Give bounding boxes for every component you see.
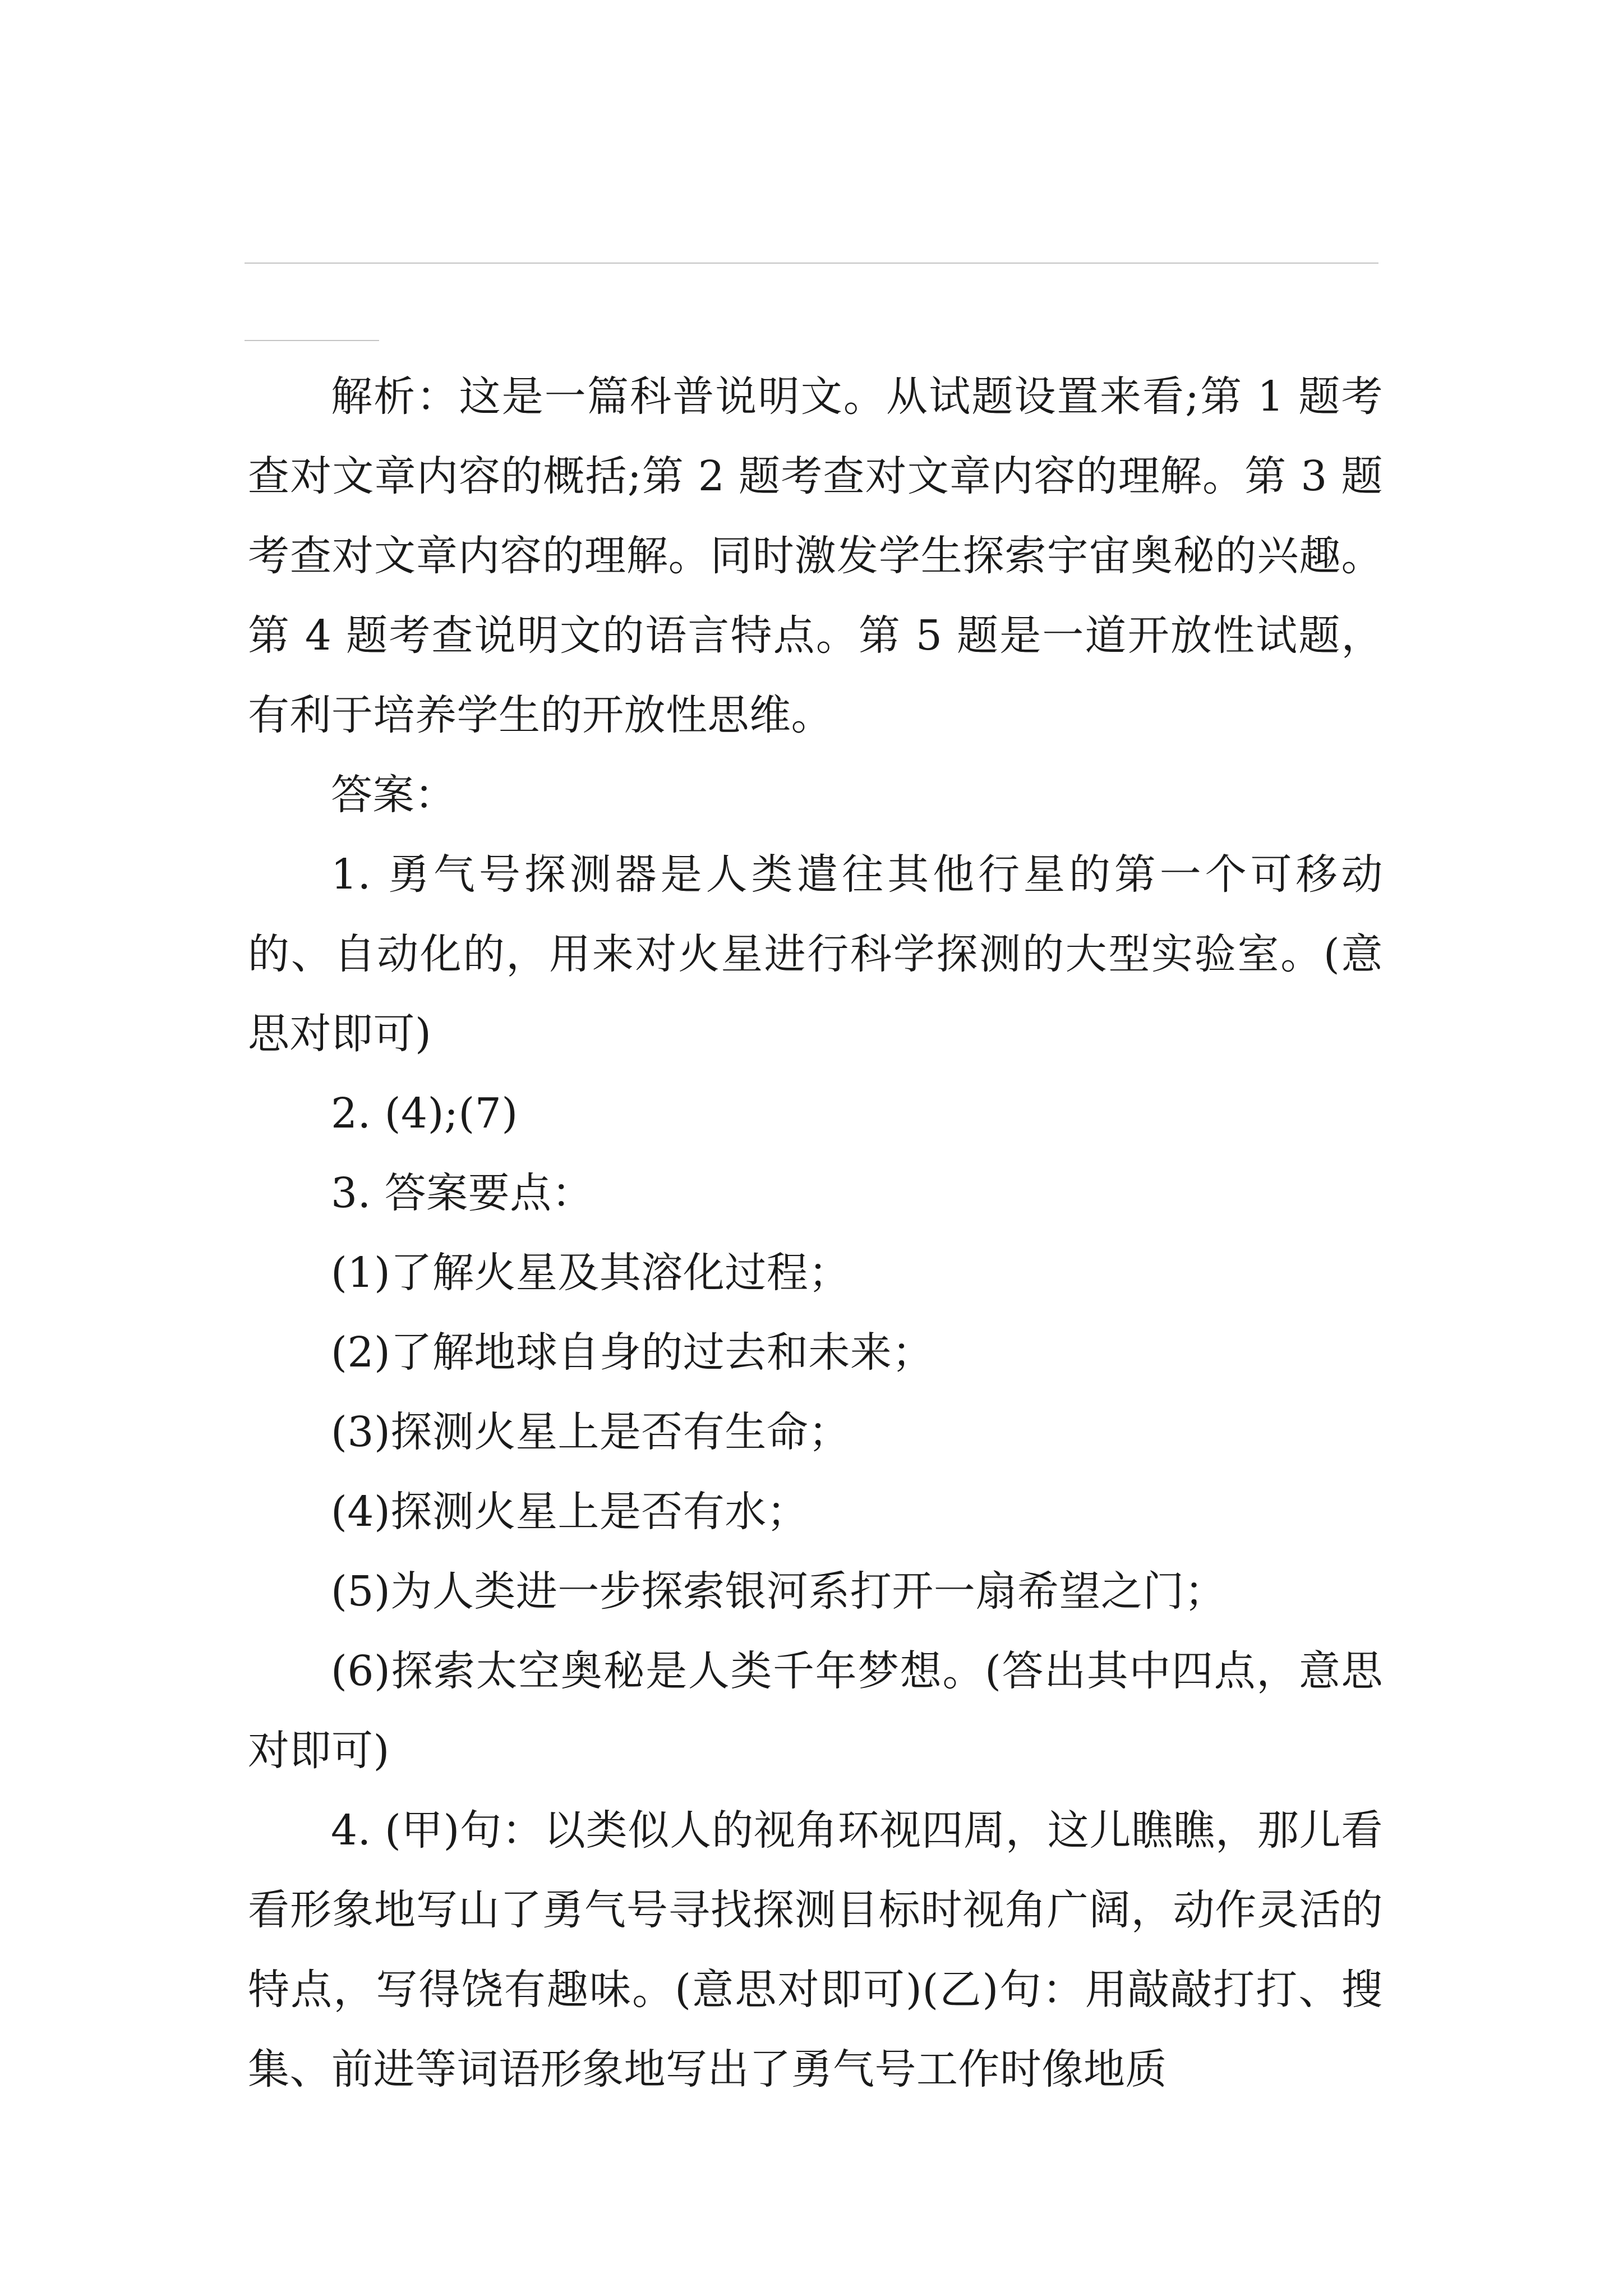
analysis-paragraph: 解析：这是一篇科普说明文。从试题设置来看;第 1 题考查对文章内容的概括;第 2 题考查对文章内容的理解。第 3 题考查对文章内容的理解。同时激发学生探索宇宙奥秘的兴趣。第 4 题考查说明文的语言特点。第 5 题是一道开放性试题，有利于培养学生的开放性思维。	[248, 372, 1383, 739]
answer-point-6: (6)探索太空奥秘是人类千年梦想。(答出其中四点，意思对即可)	[248, 1647, 1383, 1775]
header-divider-line	[245, 263, 1378, 264]
answer-point-1: (1)了解火星及其溶化过程；	[331, 1249, 850, 1297]
answer-point-5: (5)为人类进一步探索银河系打开一扇希望之门；	[331, 1567, 1227, 1616]
answer-item-2: 2. (4);(7)	[331, 1089, 518, 1138]
answer-item-1: 1. 勇气号探测器是人类遣往其他行星的第一个可移动的、自动化的，用来对火星进行科学探测的大型实验室。(意思对即可)	[248, 850, 1383, 1058]
answer-item-4: 4. (甲)句：以类似人的视角环视四周，这儿瞧瞧，那儿看看形象地写山了勇气号寻找探测目标时视角广阔，动作灵活的特点，写得饶有趣味。(意思对即可)(乙)句：用敲敲打打、搜集、前进等词语形象地写出了勇气号工作时像地质	[248, 1806, 1383, 2093]
answer-item-3: 3. 答案要点：	[331, 1169, 594, 1217]
answer-point-2: (2)了解地球自身的过去和未来；	[331, 1328, 934, 1377]
answer-heading: 答案：	[331, 771, 457, 819]
document-body	[248, 357, 1383, 2109]
answer-point-4: (4)探测火星上是否有水；	[331, 1488, 809, 1536]
answer-point-3: (3)探测火星上是否有生命；	[331, 1408, 850, 1456]
header-short-rule	[245, 340, 379, 341]
